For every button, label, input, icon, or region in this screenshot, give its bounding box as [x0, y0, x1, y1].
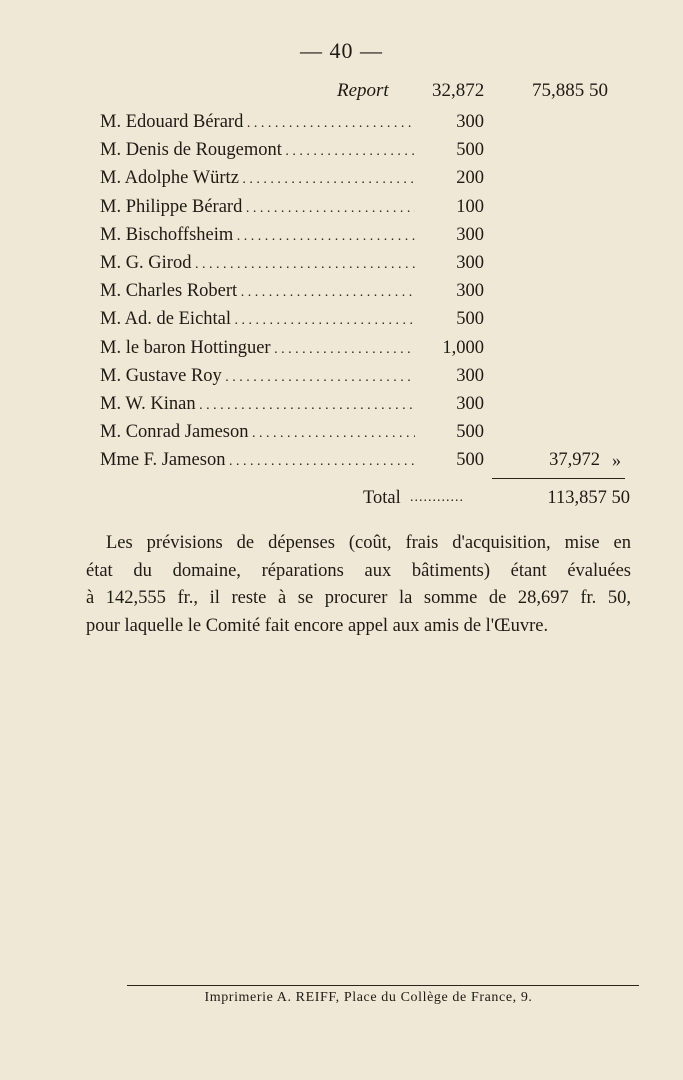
subscriber-name: M. Conrad Jameson . . . [100, 418, 415, 448]
printer-imprint [0, 990, 683, 1006]
subscriber-name: M. le baron Hottinguer . . . [100, 334, 415, 364]
subscriber-row [0, 362, 683, 390]
subscriber-name: M. Denis de Rougemont . . . [100, 136, 415, 166]
subscriber-list [0, 108, 683, 474]
subscriber-name: M. Gustave Roy . . . [100, 362, 415, 392]
printer-imprint-text: Imprimerie A. REIFF, Place du Collège de France, 9. [204, 990, 533, 1005]
subscriber-name: Mme F. Jameson . . . [100, 446, 415, 476]
paragraph-line: état du domaine, réparations aux bâtiments) étant évaluées [86, 560, 631, 581]
total-rule [492, 478, 625, 479]
total-label: Total [363, 488, 401, 508]
subscriber-amount: 200 [456, 168, 484, 189]
subscriber-amount: 300 [456, 281, 484, 302]
subscriber-row [0, 164, 683, 192]
report-label: Report [337, 80, 389, 101]
subscriber-name: M. Philippe Bérard . . . [100, 193, 415, 223]
paragraph-line: pour laquelle le Comité fait encore appel aux amis de l'Œuvre. [86, 615, 549, 636]
subscriber-amount: 300 [456, 393, 484, 414]
subscriber-row [0, 108, 683, 136]
subscriber-amount: 300 [456, 112, 484, 132]
subscriber-row [0, 136, 683, 164]
subscriber-row [0, 334, 683, 362]
subscriber-amount: 300 [456, 224, 484, 245]
subscriber-name: M. Ad. de Eichtal . . . [100, 305, 415, 335]
report-line [0, 80, 683, 104]
footer-rule [127, 985, 639, 986]
subscriber-amount: 100 [456, 196, 484, 217]
subscriber-amount: 500 [456, 309, 484, 330]
subscriber-name: M. Charles Robert . . . [100, 277, 415, 307]
subscriber-row [0, 446, 683, 474]
total-line [0, 485, 683, 511]
subscriber-amount: 300 [456, 365, 484, 386]
subscriber-row [0, 193, 683, 221]
subscriber-name: M. W. Kinan . . . [100, 390, 415, 420]
subscriber-row [0, 305, 683, 333]
subscriber-row [0, 277, 683, 305]
subscriber-name: M. Edouard Bérard . . . [100, 108, 415, 138]
subscriber-amount: 500 [456, 450, 484, 471]
subscriber-row [0, 221, 683, 249]
ditto-mark: » [612, 450, 621, 471]
report-cumulative: 75,885 50 [532, 80, 608, 101]
paragraph-line: à 142,555 fr., il reste à se procurer la somme de 28,697 fr. 50, [86, 588, 631, 608]
subscriber-amount: 300 [456, 252, 484, 273]
subscriber-name: M. Bischoffsheim . . . [100, 221, 415, 251]
total-value: 113,857 50 [547, 488, 630, 508]
closing-paragraph [86, 530, 631, 640]
subscriber-row [0, 418, 683, 446]
subscriber-name: M. G. Girod . . . [100, 249, 415, 279]
group-subtotal: 37,972 [549, 450, 600, 471]
page-number: — 40 — [300, 38, 383, 63]
paragraph-line: Les prévisions de dépenses (coût, frais d'acquisition, mise en [106, 533, 631, 553]
subscriber-amount: 500 [456, 422, 484, 443]
subscriber-amount: 500 [456, 140, 484, 161]
subscriber-row [0, 249, 683, 277]
subscriber-name: M. Adolphe Würtz . . . [100, 164, 415, 194]
total-leader-dots: ............ [410, 490, 464, 505]
subscriber-amount: 1,000 [442, 337, 484, 358]
subscriber-row [0, 390, 683, 418]
report-subtotal: 32,872 [432, 80, 485, 101]
